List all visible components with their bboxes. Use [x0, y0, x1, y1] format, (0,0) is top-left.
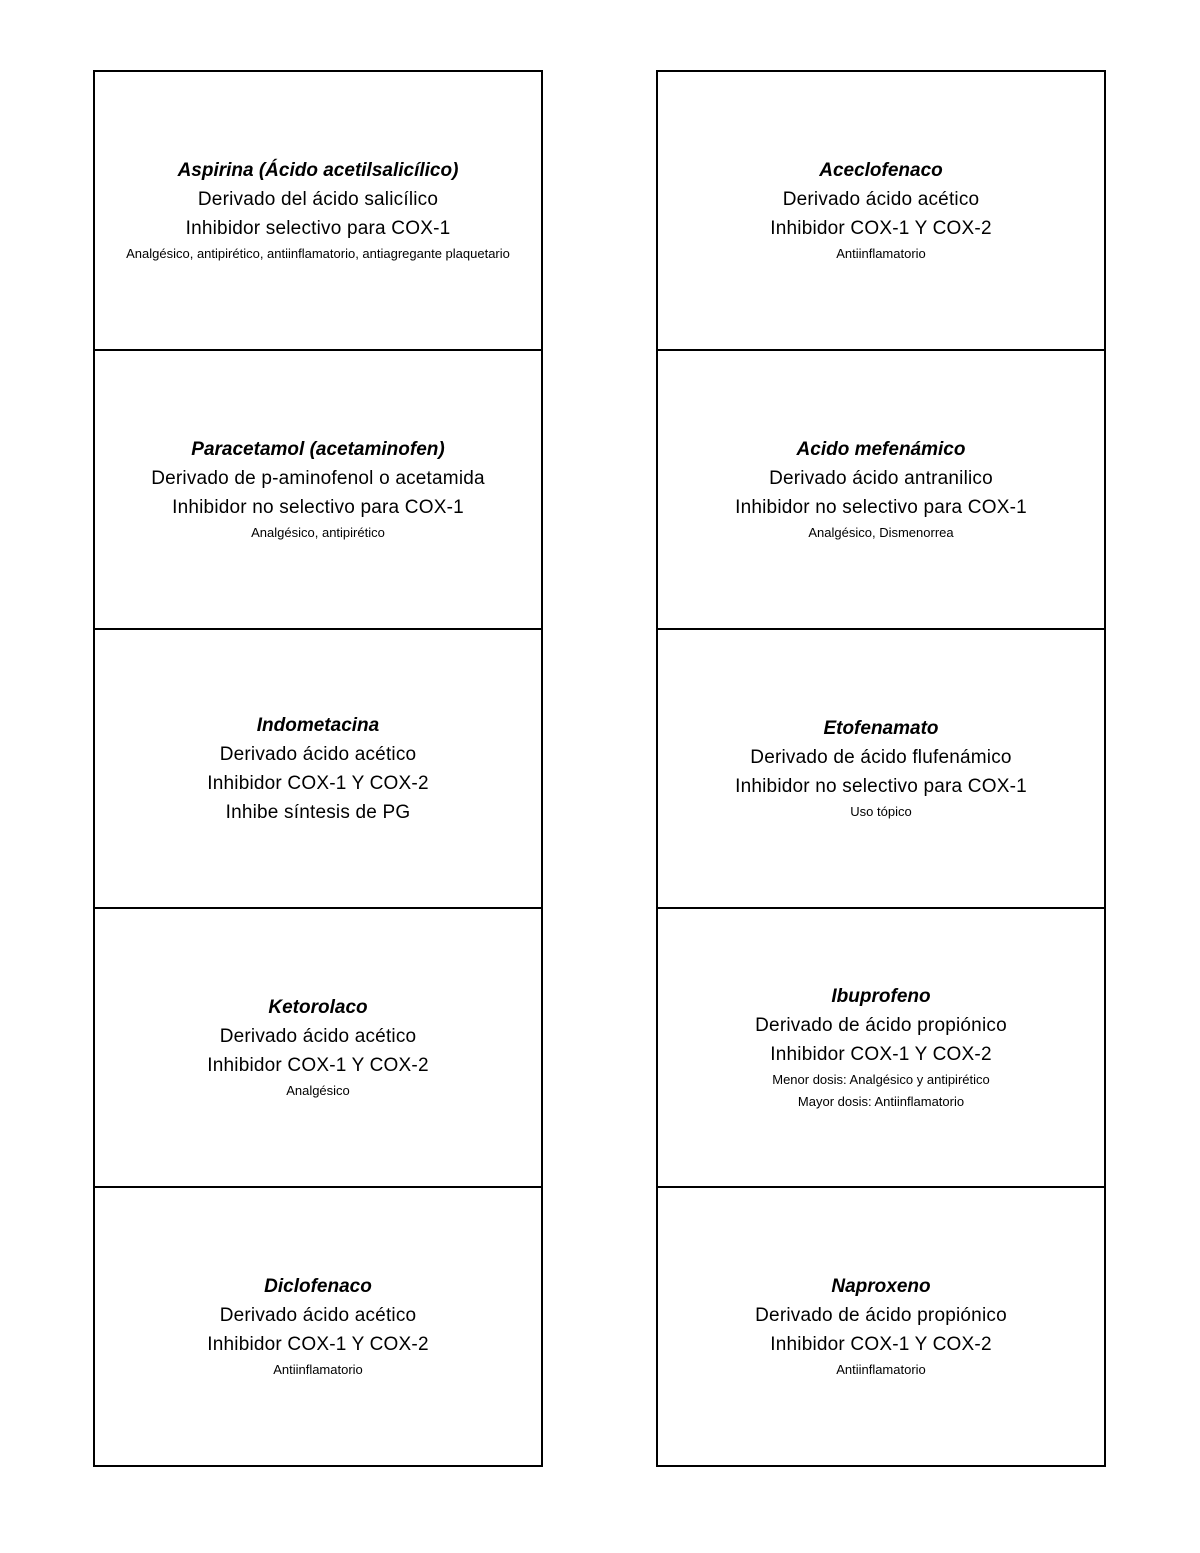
- drug-use-note: Uso tópico: [850, 804, 912, 819]
- drug-use-note: Menor dosis: Analgésico y antipirético: [772, 1072, 990, 1087]
- drug-mechanism: Inhibidor selectivo para COX-1: [185, 218, 451, 239]
- drug-card-aspirina: [95, 72, 541, 351]
- drug-card-aceclofenaco: [658, 72, 1104, 351]
- drug-derivation: Derivado ácido acético: [782, 189, 980, 210]
- right-card-column: [656, 70, 1106, 1467]
- drug-derivation: Derivado del ácido salicílico: [197, 189, 439, 210]
- drug-derivation: Derivado ácido acético: [219, 1026, 417, 1047]
- drug-mechanism: Inhibidor no selectivo para COX-1: [172, 497, 464, 518]
- drug-card-acido-mefenamico: [658, 351, 1104, 630]
- left-card-column: [93, 70, 543, 1467]
- drug-name: Naproxeno: [831, 1276, 931, 1297]
- drug-mechanism: Inhibidor COX-1 Y COX-2: [207, 772, 429, 794]
- drug-use-note: Analgésico: [286, 1083, 350, 1098]
- drug-mechanism: Inhibidor no selectivo para COX-1: [735, 497, 1027, 518]
- drug-use-note: Antiinflamatorio: [836, 246, 926, 261]
- drug-card-indometacina: [95, 630, 541, 909]
- drug-derivation: Derivado ácido acético: [219, 743, 417, 765]
- drug-use-note: Analgésico, Dismenorrea: [808, 525, 954, 540]
- drug-name: Ibuprofeno: [831, 986, 931, 1007]
- drug-mechanism: Inhibidor no selectivo para COX-1: [735, 776, 1027, 797]
- drug-derivation: Derivado de ácido flufenámico: [750, 747, 1012, 768]
- drug-use-note: Mayor dosis: Antiinflamatorio: [797, 1094, 965, 1109]
- drug-derivation: Derivado de ácido propiónico: [755, 1305, 1007, 1326]
- drug-mechanism: Inhibidor COX-1 Y COX-2: [770, 1044, 992, 1065]
- drug-derivation: Derivado ácido acético: [219, 1305, 417, 1326]
- drug-card-naproxeno: [658, 1188, 1104, 1465]
- drug-name: Aceclofenaco: [819, 160, 943, 181]
- drug-use-note: Antiinflamatorio: [836, 1362, 926, 1377]
- drug-use-note: Analgésico, antipirético: [251, 525, 385, 540]
- drug-mechanism: Inhibidor COX-1 Y COX-2: [770, 218, 992, 239]
- drug-mechanism: Inhibidor COX-1 Y COX-2: [207, 1334, 429, 1355]
- drug-derivation: Derivado de ácido propiónico: [755, 1015, 1007, 1036]
- drug-name: Paracetamol (acetaminofen): [191, 439, 445, 460]
- drug-name: Acido mefenámico: [796, 439, 966, 460]
- drug-mechanism: Inhibidor COX-1 Y COX-2: [207, 1055, 429, 1076]
- drug-use-note: Antiinflamatorio: [273, 1362, 363, 1377]
- drug-effect: Inhibe síntesis de PG: [225, 801, 411, 823]
- drug-derivation: Derivado ácido antranilico: [769, 468, 993, 489]
- drug-name: Etofenamato: [823, 718, 939, 739]
- drug-card-diclofenaco: [95, 1188, 541, 1465]
- drug-mechanism: Inhibidor COX-1 Y COX-2: [770, 1334, 992, 1355]
- drug-derivation: Derivado de p-aminofenol o acetamida: [151, 468, 485, 489]
- drug-name: Aspirina (Ácido acetilsalicílico): [177, 160, 459, 181]
- drug-name: Ketorolaco: [268, 997, 368, 1018]
- drug-card-ketorolaco: [95, 909, 541, 1188]
- drug-card-paracetamol: [95, 351, 541, 630]
- drug-name: Indometacina: [256, 714, 380, 736]
- drug-card-etofenamato: [658, 630, 1104, 909]
- drug-use-note: Analgésico, antipirético, antiinflamatorio, antiagregante plaquetario: [126, 246, 510, 261]
- drug-card-ibuprofeno: [658, 909, 1104, 1188]
- drug-name: Diclofenaco: [264, 1276, 372, 1297]
